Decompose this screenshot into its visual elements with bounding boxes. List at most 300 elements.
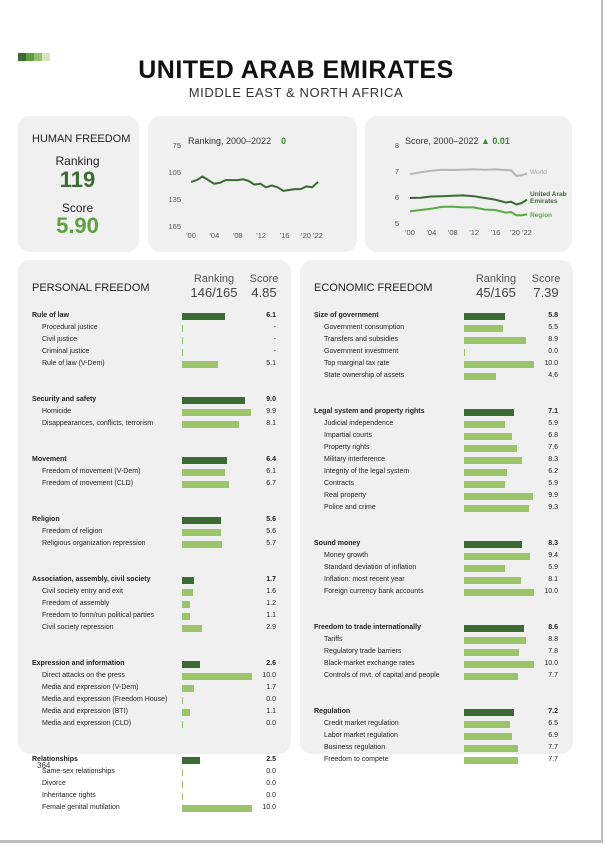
indicator-score-value: 1.2 — [266, 600, 276, 607]
category-label: Regulation — [314, 708, 351, 715]
indicator-score-bar — [182, 709, 190, 716]
indicator-score-value: 8.3 — [548, 456, 558, 463]
ef-ranking-label: Ranking — [475, 273, 517, 285]
category-row — [300, 406, 573, 418]
x-tick-label: '20 '22 — [301, 231, 323, 240]
indicator-score-bar — [182, 673, 252, 680]
indicator-label: Freedom of religion — [42, 528, 103, 535]
indicator-score-bar — [182, 613, 190, 620]
pf-ranking-header — [190, 273, 238, 299]
indicator-score-bar — [464, 649, 519, 656]
indicator-label: Same-sex relationships — [42, 768, 115, 775]
indicator-score-bar — [464, 373, 496, 380]
indicator-score-bar — [182, 421, 239, 428]
indicator-score-value: 5.9 — [548, 564, 558, 571]
indicator-score-value: 7.8 — [548, 648, 558, 655]
indicator-score-bar — [182, 781, 183, 788]
x-tick-label: '12 — [469, 228, 480, 237]
indicator-score-bar — [464, 553, 530, 560]
indicator-label: Rule of law (V-Dem) — [42, 360, 105, 367]
indicator-score-value: 0.0 — [266, 768, 276, 775]
category-score-bar — [182, 661, 200, 668]
ef-ranking-value: 45/165 — [476, 285, 516, 300]
indicator-score-bar — [182, 529, 221, 536]
indicator-row — [18, 418, 291, 430]
indicator-label: Religious organization repression — [42, 540, 146, 547]
indicator-score-bar — [464, 445, 517, 452]
indicator-score-bar — [464, 481, 505, 488]
pf-ranking-value: 146/165 — [190, 285, 238, 300]
category-score-bar — [182, 313, 225, 320]
category-score-bar — [182, 457, 227, 464]
indicator-score-bar — [182, 469, 225, 476]
indicator-score-value: 6.9 — [548, 732, 558, 739]
category-score-value: 5.6 — [266, 516, 276, 523]
indicator-score-value: 1.7 — [266, 684, 276, 691]
indicator-score-value: 2.9 — [266, 624, 276, 631]
indicator-label: Criminal justice — [42, 348, 90, 355]
indicator-score-bar — [464, 349, 465, 356]
indicator-label: Media and expression (Freedom House) — [42, 696, 168, 703]
indicator-row — [18, 766, 291, 778]
indicator-row — [18, 478, 291, 490]
pf-score-label: Score — [249, 273, 279, 285]
indicator-label: Credit market regulation — [324, 720, 399, 727]
series-line-world — [410, 169, 527, 176]
indicator-row — [18, 526, 291, 538]
indicator-label: Controls of mvt. of capital and people — [324, 672, 440, 679]
indicator-row — [300, 742, 573, 754]
indicator-score-value: 7.7 — [548, 756, 558, 763]
category-row — [300, 310, 573, 322]
indicator-label: Direct attacks on the press — [42, 672, 125, 679]
indicator-label: Black-market exchange rates — [324, 660, 415, 667]
indicator-score-bar — [182, 409, 251, 416]
category-score-bar — [464, 541, 522, 548]
indicator-label: Business regulation — [324, 744, 386, 751]
category-score-value: 7.1 — [548, 408, 558, 415]
chart-change-indicator: ▲ 0.01 — [481, 136, 510, 146]
indicator-row — [18, 346, 291, 358]
indicator-label: Freedom of movement (CLD) — [42, 480, 134, 487]
indicator-row — [18, 358, 291, 370]
indicator-row — [18, 802, 291, 814]
indicator-score-bar — [182, 601, 190, 608]
indicator-score-value: 4.6 — [548, 372, 558, 379]
category-score-bar — [464, 625, 524, 632]
category-score-value: 9.0 — [266, 396, 276, 403]
indicator-label: Property rights — [324, 444, 370, 451]
indicator-label: Judicial independence — [324, 420, 394, 427]
indicator-row — [300, 334, 573, 346]
indicator-score-bar — [182, 337, 183, 344]
indicator-label: Homicide — [42, 408, 72, 415]
indicator-row — [18, 682, 291, 694]
indicator-score-value: 6.5 — [548, 720, 558, 727]
ef-score-header — [529, 273, 563, 299]
indicator-score-bar — [182, 685, 194, 692]
indicator-label: Freedom to compete — [324, 756, 389, 763]
category-label: Association, assembly, civil society — [32, 576, 151, 583]
score-chart-card — [365, 116, 572, 252]
ef-score-value: 7.39 — [533, 285, 559, 300]
indicator-score-bar — [464, 505, 529, 512]
indicator-row — [300, 466, 573, 478]
indicator-score-value: 0.0 — [266, 780, 276, 787]
indicator-row — [18, 322, 291, 334]
category-label: Legal system and property rights — [314, 408, 425, 415]
indicator-score-value: 8.1 — [548, 576, 558, 583]
indicator-row — [300, 670, 573, 682]
indicator-score-bar — [464, 325, 503, 332]
category-row — [18, 394, 291, 406]
country-title: UNITED ARAB EMIRATES — [138, 56, 454, 84]
indicator-label: Civil society repression — [42, 624, 114, 631]
legend-label: Emirates — [530, 198, 558, 205]
category-score-value: 8.3 — [548, 540, 558, 547]
indicator-label: Integrity of the legal system — [324, 468, 410, 475]
indicator-score-value: 5.6 — [266, 528, 276, 535]
indicator-score-bar — [464, 337, 526, 344]
indicator-row — [18, 622, 291, 634]
indicator-label: Impartial courts — [324, 432, 372, 439]
legend-label: World — [530, 169, 547, 176]
indicator-label: Media and expression (V-Dem) — [42, 684, 139, 691]
legend-label: Region — [530, 212, 553, 219]
category-score-value: 2.6 — [266, 660, 276, 667]
indicator-score-value: 5.9 — [548, 480, 558, 487]
category-score-bar — [182, 757, 200, 764]
indicator-row — [300, 586, 573, 598]
category-row — [18, 574, 291, 586]
indicator-label: Disappearances, conflicts, terrorism — [42, 420, 154, 427]
indicator-score-bar — [182, 325, 183, 332]
score-line-chart — [365, 116, 572, 252]
indicator-label: Real property — [324, 492, 367, 499]
human-freedom-title: HUMAN FREEDOM — [32, 133, 131, 145]
category-label: Religion — [32, 516, 60, 523]
indicator-row — [300, 502, 573, 514]
indicator-score-bar — [464, 577, 521, 584]
indicator-score-value: 6.1 — [266, 468, 276, 475]
indicator-score-bar — [464, 589, 534, 596]
x-tick-label: '04 — [426, 228, 437, 237]
indicator-label: Procedural justice — [42, 324, 98, 331]
indicator-score-value: 5.1 — [266, 360, 276, 367]
indicator-score-bar — [464, 721, 510, 728]
y-tick-label: 75 — [172, 141, 181, 150]
indicator-score-bar — [182, 721, 183, 728]
x-tick-label: '04 — [209, 231, 220, 240]
indicator-score-bar — [464, 745, 518, 752]
indicator-row — [300, 454, 573, 466]
indicator-score-value: 9.3 — [548, 504, 558, 511]
ranking-line-chart — [148, 116, 357, 252]
chart-change-indicator: 0 — [281, 136, 287, 146]
indicator-label: Media and expression (CLD) — [42, 720, 132, 727]
indicator-score-bar — [182, 349, 183, 356]
indicator-score-bar — [182, 805, 252, 812]
y-tick-label: 135 — [168, 195, 181, 204]
indicator-label: Civil justice — [42, 336, 78, 343]
indicator-label: Foreign currency bank accounts — [324, 588, 424, 595]
indicator-row — [300, 718, 573, 730]
hf-ranking-value: 119 — [59, 167, 96, 192]
indicator-label: State ownership of assets — [324, 372, 405, 379]
indicator-row — [300, 730, 573, 742]
category-row — [18, 514, 291, 526]
indicator-row — [300, 442, 573, 454]
human-freedom-card — [18, 116, 139, 252]
indicator-score-bar — [182, 769, 183, 776]
indicator-label: Police and crime — [324, 504, 376, 511]
legend-label: United Arab — [530, 191, 567, 198]
indicator-score-value: 9.9 — [266, 408, 276, 415]
indicator-row — [18, 694, 291, 706]
indicator-row — [18, 790, 291, 802]
category-label: Expression and information — [32, 660, 125, 667]
indicator-row — [300, 490, 573, 502]
indicator-row — [300, 574, 573, 586]
indicator-score-value: 5.5 — [548, 324, 558, 331]
indicator-label: Freedom to form/run political parties — [42, 612, 155, 619]
indicator-score-value: - — [273, 348, 276, 355]
y-tick-label: 6 — [394, 193, 399, 202]
economic-freedom-card — [300, 260, 573, 763]
category-label: Relationships — [32, 756, 78, 763]
indicator-row — [300, 754, 573, 766]
chart-title: Score, 2000–2022 — [405, 136, 479, 146]
indicator-score-bar — [464, 673, 518, 680]
indicator-score-bar — [182, 697, 183, 704]
category-score-value: 1.7 — [266, 576, 276, 583]
indicator-score-bar — [464, 469, 507, 476]
indicator-row — [18, 670, 291, 682]
indicator-label: Top marginal tax rate — [324, 360, 390, 367]
indicator-score-value: 9.4 — [548, 552, 558, 559]
indicator-label: Freedom of movement (V-Dem) — [42, 468, 141, 475]
indicator-score-value: 6.2 — [548, 468, 558, 475]
hf-ranking-label: Ranking — [55, 154, 100, 168]
y-tick-label: 7 — [394, 167, 399, 176]
indicator-row — [18, 406, 291, 418]
category-score-value: 6.4 — [266, 456, 276, 463]
indicator-score-bar — [464, 565, 505, 572]
indicator-score-value: 5.9 — [548, 420, 558, 427]
indicator-score-value: 5.7 — [266, 540, 276, 547]
category-score-bar — [182, 397, 245, 404]
x-tick-label: '16 — [490, 228, 501, 237]
ef-score-label: Score — [531, 273, 561, 285]
economic-freedom-title: ECONOMIC FREEDOM — [314, 282, 433, 294]
x-tick-label: '00 — [186, 231, 196, 240]
indicator-label: Female genital mutilation — [42, 804, 120, 811]
x-tick-label: '00 — [405, 228, 415, 237]
category-row — [18, 658, 291, 670]
category-score-bar — [182, 517, 221, 524]
category-row — [18, 310, 291, 322]
category-score-bar — [182, 577, 194, 584]
indicator-row — [300, 562, 573, 574]
indicator-score-value: 1.1 — [266, 708, 276, 715]
indicator-label: Inheritance rights — [42, 792, 96, 799]
category-score-value: 2.5 — [266, 756, 276, 763]
pf-score-value: 4.85 — [251, 285, 277, 300]
category-score-value: 8.6 — [548, 624, 558, 631]
indicator-row — [300, 346, 573, 358]
indicator-label: Standard deviation of inflation — [324, 564, 417, 571]
indicator-score-bar — [182, 481, 229, 488]
indicator-row — [18, 466, 291, 478]
indicator-score-value: 10.0 — [262, 672, 276, 679]
series-line-region — [410, 207, 527, 216]
category-row — [18, 454, 291, 466]
y-tick-label: 8 — [394, 141, 399, 150]
region-subtitle: MIDDLE EAST & NORTH AFRICA — [188, 85, 404, 100]
indicator-score-value: - — [273, 336, 276, 343]
indicator-row — [18, 586, 291, 598]
indicator-label: Tariffs — [324, 636, 343, 643]
chart-title: Ranking, 2000–2022 — [188, 136, 272, 146]
category-label: Size of government — [314, 312, 379, 319]
indicator-score-value: 10.0 — [544, 588, 558, 595]
indicator-score-value: 0.0 — [266, 720, 276, 727]
category-row — [18, 754, 291, 766]
category-score-value: 6.1 — [266, 312, 276, 319]
category-row — [300, 622, 573, 634]
ranking-chart-card — [148, 116, 357, 252]
category-label: Sound money — [314, 540, 361, 547]
indicator-score-value: 10.0 — [544, 660, 558, 667]
category-score-bar — [464, 313, 505, 320]
indicator-row — [18, 706, 291, 718]
indicator-score-value: 6.8 — [548, 432, 558, 439]
indicator-score-value: 10.0 — [544, 360, 558, 367]
category-label: Movement — [32, 456, 67, 463]
personal-freedom-title: PERSONAL FREEDOM — [32, 282, 150, 294]
y-tick-label: 105 — [168, 168, 181, 177]
indicator-row — [300, 634, 573, 646]
x-tick-label: '08 — [447, 228, 458, 237]
x-tick-label: '16 — [279, 231, 290, 240]
indicator-label: Money growth — [324, 552, 368, 559]
indicator-label: Labor market regulation — [324, 732, 398, 739]
category-score-value: 7.2 — [548, 708, 558, 715]
indicator-score-bar — [464, 637, 526, 644]
indicator-row — [18, 538, 291, 550]
page-number: 364 — [37, 761, 51, 770]
indicator-score-bar — [464, 457, 522, 464]
indicator-score-bar — [464, 493, 533, 500]
category-score-bar — [464, 709, 514, 716]
hf-score-value: 5.90 — [56, 213, 99, 238]
indicator-score-bar — [464, 733, 512, 740]
indicator-score-value: 10.0 — [262, 804, 276, 811]
y-tick-label: 165 — [168, 222, 181, 231]
indicator-score-bar — [464, 421, 505, 428]
indicator-score-value: 0.0 — [266, 792, 276, 799]
indicator-score-bar — [464, 361, 534, 368]
indicator-score-bar — [182, 361, 218, 368]
indicator-row — [300, 646, 573, 658]
indicator-score-bar — [464, 757, 518, 764]
indicator-row — [300, 658, 573, 670]
x-tick-label: '08 — [232, 231, 243, 240]
indicator-score-value: 0.0 — [548, 348, 558, 355]
indicator-label: Contracts — [324, 480, 354, 487]
category-label: Freedom to trade internationally — [314, 624, 421, 631]
indicator-score-bar — [182, 541, 222, 548]
ef-ranking-header — [472, 273, 520, 299]
series-line-uae — [191, 177, 318, 191]
indicator-label: Media and expression (BTI) — [42, 708, 128, 715]
indicator-score-bar — [464, 661, 534, 668]
indicator-score-value: 0.0 — [266, 696, 276, 703]
indicator-label: Civil society entry and exit — [42, 588, 123, 595]
indicator-score-value: 6.7 — [266, 480, 276, 487]
indicator-score-bar — [464, 433, 512, 440]
indicator-score-value: 8.1 — [266, 420, 276, 427]
indicator-row — [300, 418, 573, 430]
category-score-bar — [464, 409, 514, 416]
indicator-score-value: 8.8 — [548, 636, 558, 643]
indicator-score-value: 7.7 — [548, 744, 558, 751]
indicator-score-bar — [182, 625, 202, 632]
indicator-label: Freedom of assembly — [42, 600, 110, 607]
category-label: Security and safety — [32, 396, 97, 403]
x-tick-label: '20 '22 — [510, 228, 532, 237]
indicator-row — [18, 778, 291, 790]
indicator-row — [300, 430, 573, 442]
y-tick-label: 5 — [394, 219, 399, 228]
indicator-score-value: 1.6 — [266, 588, 276, 595]
indicator-label: Military interference — [324, 456, 386, 463]
hf-score-label: Score — [61, 201, 94, 215]
indicator-score-value: 9.9 — [548, 492, 558, 499]
indicator-row — [18, 598, 291, 610]
indicator-row — [300, 322, 573, 334]
pf-score-header — [247, 273, 281, 299]
category-row — [300, 706, 573, 718]
indicator-row — [18, 334, 291, 346]
indicator-score-value: 1.1 — [266, 612, 276, 619]
indicator-score-bar — [182, 793, 183, 800]
indicator-label: Regulatory trade barriers — [324, 648, 402, 655]
indicator-score-value: 7.7 — [548, 672, 558, 679]
indicator-label: Government consumption — [324, 324, 405, 331]
indicator-label: Government investment — [324, 348, 399, 355]
category-row — [300, 538, 573, 550]
indicator-row — [300, 478, 573, 490]
indicator-label: Inflation: most recent year — [324, 576, 405, 583]
x-tick-label: '12 — [256, 231, 267, 240]
indicator-row — [18, 610, 291, 622]
indicator-row — [300, 550, 573, 562]
indicator-row — [300, 370, 573, 382]
indicator-score-bar — [182, 589, 193, 596]
indicator-score-value: 8.9 — [548, 336, 558, 343]
series-line-united-arab-emirates — [410, 195, 527, 204]
indicator-label: Transfers and subsidies — [324, 336, 399, 343]
category-score-value: 5.8 — [548, 312, 558, 319]
pf-ranking-label: Ranking — [193, 273, 235, 285]
indicator-score-value: 7.6 — [548, 444, 558, 451]
indicator-row — [18, 718, 291, 730]
indicator-row — [300, 358, 573, 370]
indicator-score-value: - — [273, 324, 276, 331]
indicator-label: Divorce — [42, 780, 66, 787]
category-label: Rule of law — [32, 312, 69, 319]
